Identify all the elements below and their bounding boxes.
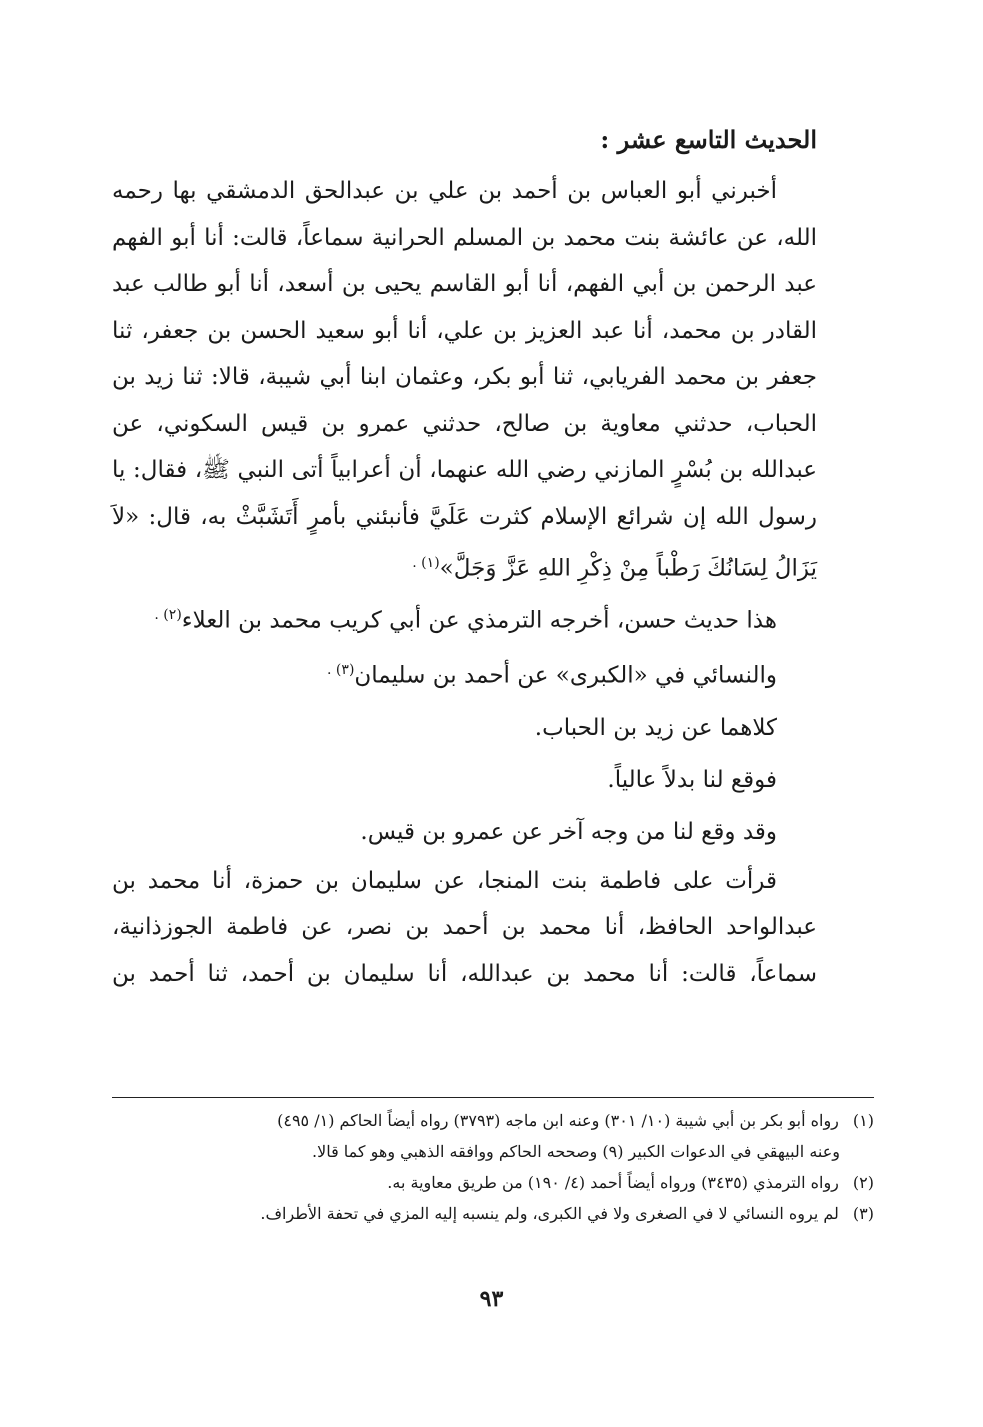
footnote-number: (٣): [852, 1204, 874, 1223]
footnote-ref-1: (١) .: [412, 555, 440, 571]
footnote-text: لم يروه النسائي لا في الصغرى ولا في الكبرى، ولم ينسبه إليه المزي في تحفة الأطراف.: [260, 1204, 839, 1223]
hadith-isnad-paragraph: [112, 168, 817, 592]
footnote-number: (٢): [852, 1173, 874, 1192]
footnote-text: رواه أبو بكر بن أبي شيبة (١٠/ ٣٠١) وعنه ابن ماجه (٣٧٩٣) رواه أيضاً الحاكم (١/ ٤٩٥): [277, 1111, 839, 1130]
footnote-2: [112, 1167, 874, 1198]
second-isnad-paragraph: قرأت على فاطمة بنت المنجا، عن سليمان بن حمزة، أنا محمد بن عبدالواحد الحافظ، أنا محمد بن أحمد بن نصر، عن فاطمة الجوزذانية، سماعاً، قالت: أنا محمد بن عبدالله، أنا سليمان بن أحمد، ثنا أحمد بن: [112, 867, 817, 987]
footnote-1: [112, 1105, 874, 1136]
footnotes: [112, 1105, 874, 1229]
footnote-1-continued: وعنه البيهقي في الدعوات الكبير (٩) وصححه الحاكم ووافقه الذهبي وهو كما قالا.: [311, 1142, 840, 1161]
footnote-text: رواه الترمذي (٣٤٣٥) ورواه أيضاً أحمد (٤/ ١٩٠) من طريق معاوية به.: [387, 1173, 839, 1192]
paragraph-text: هذا حديث حسن، أخرجه الترمذي عن أبي كريب محمد بن العلاء: [181, 607, 777, 634]
page-number: ٩٣: [479, 1286, 504, 1312]
text-line: كلاهما عن زيد بن الحباب.: [534, 714, 777, 741]
page-body: [112, 120, 817, 997]
footnote-number: (١): [852, 1111, 874, 1130]
takhrij-paragraph: [112, 592, 817, 644]
footnote-divider: [112, 1097, 874, 1098]
paragraph-text: أخبرني أبو العباس بن أحمد بن علي بن عبدالحق الدمشقي بها رحمه الله، عن عائشة بنت محمد بن المسلم الحرانية سماعاً، قالت: أنا أبو الفهم عبد الرحمن بن أبي الفهم، أنا أبو القاسم يحيى بن أسعد، أنا أبو طالب عبد القادر بن محمد، أنا عبد العزيز بن علي، أنا أبو سعيد الحسن بن جعفر، ثنا جعفر بن محمد الفريابي، ثنا أبو بكر، وعثمان ابنا أبي شيبة، قالا: ثنا زيد بن الحباب، حدثني معاوية بن صالح، حدثني عمرو بن قيس السكوني، عن عبدالله بن بُسْرٍ المازني رضي الله عنهما، أن أعرابياً أتى النبي ﷺ، فقال: يا رسول الله إن شرائع الإسلام كثرت عَلَيَّ فأنبئني بأمرٍ أَتَشَبَّثْ به، قال: «لاَ يَزَالُ لِسَانُكَ رَطْباً مِنْ ذِكْرِ اللهِ عَزَّ وَجَلَّ»: [112, 178, 817, 582]
line-text: والنسائي في «الكبرى» عن أحمد بن سليمان: [354, 662, 777, 689]
hadith-heading: الحديث التاسع عشر :: [600, 125, 817, 154]
footnote-ref-2: (٢) .: [154, 607, 182, 624]
footnote-3: [112, 1198, 874, 1229]
footnote-ref-3: (٣) .: [327, 662, 355, 679]
text-line: فوقع لنا بدلاً عالياً.: [607, 766, 777, 793]
text-line: [112, 644, 817, 702]
text-line: وقد وقع لنا من وجه آخر عن عمرو بن قيس.: [360, 818, 777, 845]
